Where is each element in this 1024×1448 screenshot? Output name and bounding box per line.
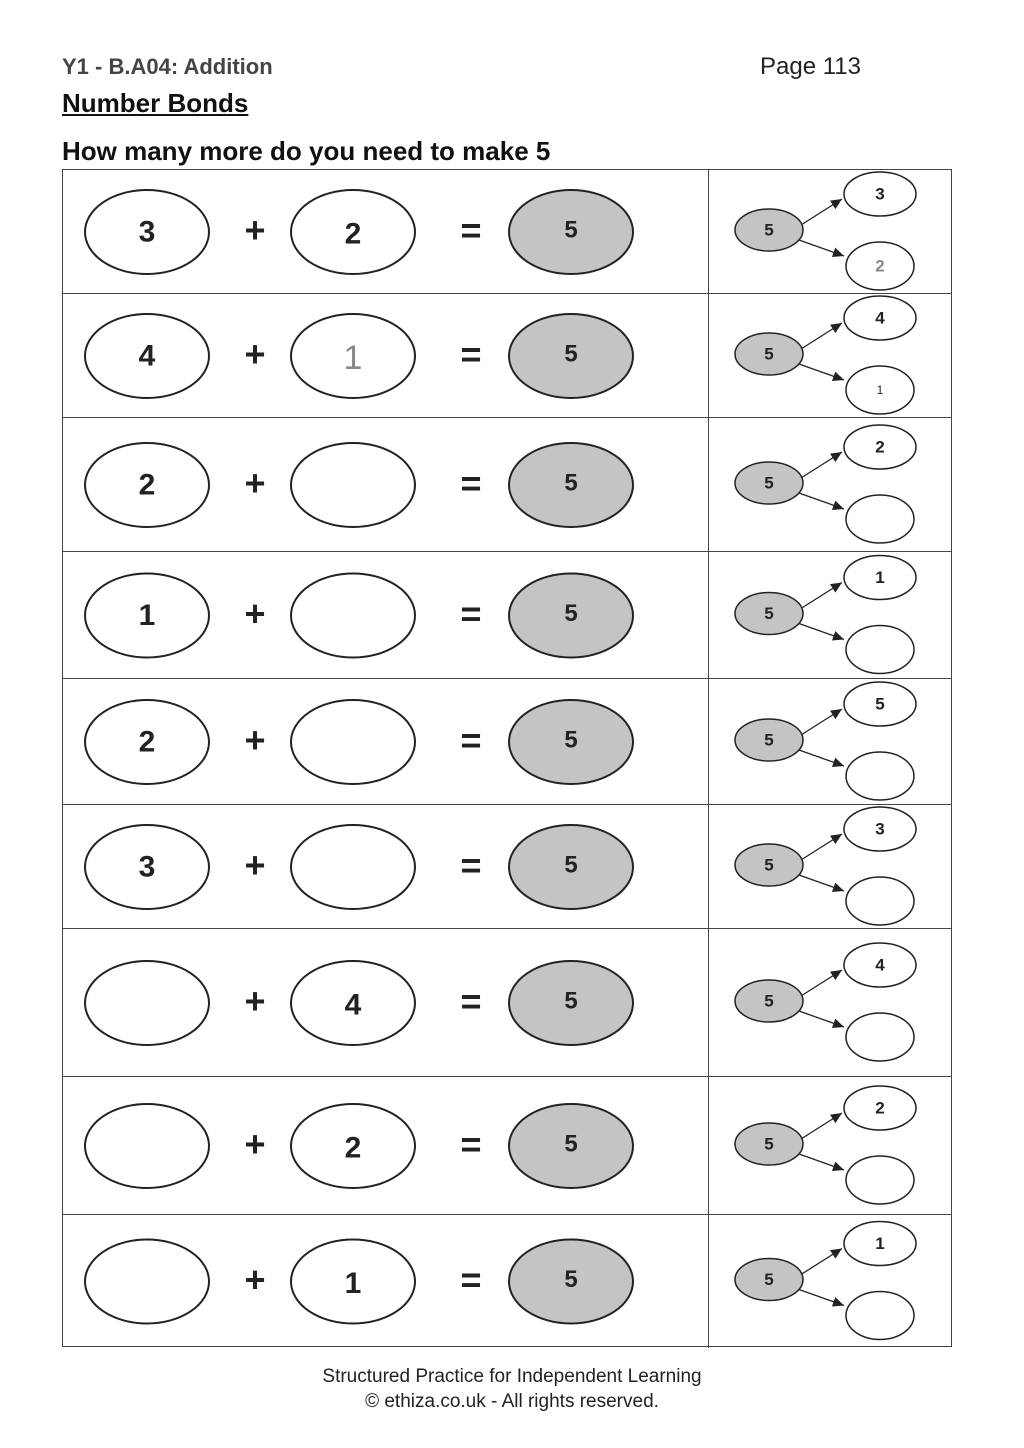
question-graphics [63, 805, 951, 929]
bond-part-bottom-oval [846, 1292, 914, 1340]
footer-copyright: © ethiza.co.uk - All rights reserved. [365, 1391, 659, 1412]
addend-a-value: 3 [138, 215, 156, 249]
bond-part-bottom-oval [846, 626, 914, 674]
addend-b-oval [291, 574, 415, 658]
bond-arrow-top-head [830, 1113, 842, 1123]
addend-a-value: 2 [138, 468, 156, 502]
equals-sign: = [460, 209, 482, 251]
addend-b-value: 2 [344, 217, 362, 251]
bond-part-top-value: 3 [875, 819, 885, 839]
question-graphics [63, 294, 951, 418]
question-graphics [63, 170, 951, 294]
total-value: 5 [564, 469, 578, 497]
bond-whole-value: 5 [764, 991, 774, 1011]
bond-arrow-bottom-head [832, 248, 844, 257]
plus-sign: + [244, 593, 266, 634]
addend-b-oval [291, 443, 415, 527]
number-bond-table [62, 169, 952, 1347]
bond-part-top-value: 4 [875, 308, 885, 328]
bond-arrow-bottom-head [832, 883, 844, 892]
bond-arrow-top-head [830, 452, 842, 462]
plus-sign: + [244, 844, 266, 886]
equals-sign: = [460, 719, 482, 761]
bond-arrow-top-head [830, 323, 842, 333]
bond-part-top-value: 1 [875, 1234, 885, 1253]
question-row [63, 170, 951, 294]
plus-sign: + [244, 333, 266, 375]
bond-arrow-top-head [830, 970, 842, 980]
addend-b-value: 1 [344, 1267, 362, 1300]
bond-part-bottom-oval [846, 1156, 914, 1204]
plus-sign: + [244, 1123, 266, 1165]
bond-part-top-value: 5 [875, 694, 885, 714]
plus-sign: + [244, 1259, 266, 1300]
bond-whole-value: 5 [764, 855, 774, 875]
total-value: 5 [564, 987, 578, 1015]
instruction-text: How many more do you need to make 5 [62, 136, 551, 166]
plus-sign: + [244, 462, 266, 504]
question-graphics [63, 1077, 951, 1215]
total-value: 5 [564, 600, 578, 627]
bond-arrow-top-head [830, 834, 842, 844]
question-row [63, 805, 951, 929]
equals-sign: = [460, 1259, 482, 1300]
question-row [63, 1215, 951, 1348]
bond-arrow-bottom-head [832, 501, 844, 510]
bond-whole-value: 5 [764, 473, 774, 493]
equals-sign: = [460, 333, 482, 375]
page-title: Number Bonds [62, 88, 249, 118]
bond-part-top-value: 2 [875, 437, 885, 457]
question-row [63, 679, 951, 805]
total-value: 5 [564, 1130, 578, 1158]
question-row [63, 294, 951, 418]
question-row [63, 929, 951, 1077]
bond-arrow-top-head [830, 709, 842, 719]
addend-b-value: 1 [343, 339, 363, 377]
addend-b-value: 2 [344, 1131, 362, 1165]
bond-arrow-top-head [830, 1249, 842, 1259]
bond-arrow-top-head [830, 583, 842, 593]
question-graphics [63, 1215, 951, 1348]
bond-part-top-value: 4 [875, 955, 885, 975]
bond-part-bottom-oval [846, 1013, 914, 1061]
worksheet-code: Y1 - B.A04: Addition [62, 54, 273, 79]
bond-whole-value: 5 [764, 344, 774, 364]
total-value: 5 [564, 726, 578, 754]
bond-arrow-bottom-head [832, 1019, 844, 1028]
plus-sign: + [244, 209, 266, 251]
bond-part-bottom-oval [846, 877, 914, 925]
total-value: 5 [564, 216, 578, 244]
bond-arrow-bottom-head [832, 758, 844, 767]
footer-tagline: Structured Practice for Independent Learning [322, 1366, 702, 1387]
bond-part-bottom-oval [846, 495, 914, 543]
question-graphics [63, 552, 951, 679]
plus-sign: + [244, 719, 266, 761]
bond-whole-value: 5 [764, 604, 774, 623]
equals-sign: = [460, 593, 482, 634]
bond-arrow-top-head [830, 199, 842, 209]
question-graphics [63, 418, 951, 552]
bond-part-bottom-value: 2 [875, 256, 885, 276]
bond-whole-value: 5 [764, 1134, 774, 1154]
addend-a-oval [85, 1104, 209, 1188]
addend-b-oval [291, 700, 415, 784]
addend-a-value: 1 [138, 599, 156, 632]
bond-whole-value: 5 [764, 1270, 774, 1289]
total-value: 5 [564, 1266, 578, 1293]
addend-b-value: 4 [344, 988, 362, 1022]
question-graphics [63, 679, 951, 805]
bond-whole-value: 5 [764, 730, 774, 750]
equals-sign: = [460, 844, 482, 886]
question-graphics [63, 929, 951, 1077]
question-row [63, 418, 951, 552]
addend-a-value: 2 [138, 725, 156, 759]
equals-sign: = [460, 462, 482, 504]
bond-arrow-bottom-head [832, 1297, 844, 1306]
addend-a-value: 4 [138, 339, 156, 373]
question-row [63, 1077, 951, 1215]
equals-sign: = [460, 1123, 482, 1165]
addend-a-oval [85, 1240, 209, 1324]
bond-arrow-bottom-head [832, 1162, 844, 1171]
total-value: 5 [564, 851, 578, 879]
bond-arrow-bottom-head [832, 372, 844, 381]
bond-part-top-value: 3 [875, 184, 885, 204]
addend-a-value: 3 [138, 850, 156, 884]
total-value: 5 [564, 340, 578, 368]
addend-a-oval [85, 961, 209, 1045]
question-row [63, 552, 951, 679]
bond-part-top-value: 1 [875, 568, 885, 587]
bond-arrow-bottom-head [832, 631, 844, 640]
bond-part-bottom-value: 1 [876, 383, 884, 397]
bond-part-top-value: 2 [875, 1098, 885, 1118]
addend-b-oval [291, 825, 415, 909]
bond-part-bottom-oval [846, 752, 914, 800]
plus-sign: + [244, 980, 266, 1022]
equals-sign: = [460, 980, 482, 1022]
page-number: Page 113 [760, 53, 861, 80]
bond-whole-value: 5 [764, 220, 774, 240]
